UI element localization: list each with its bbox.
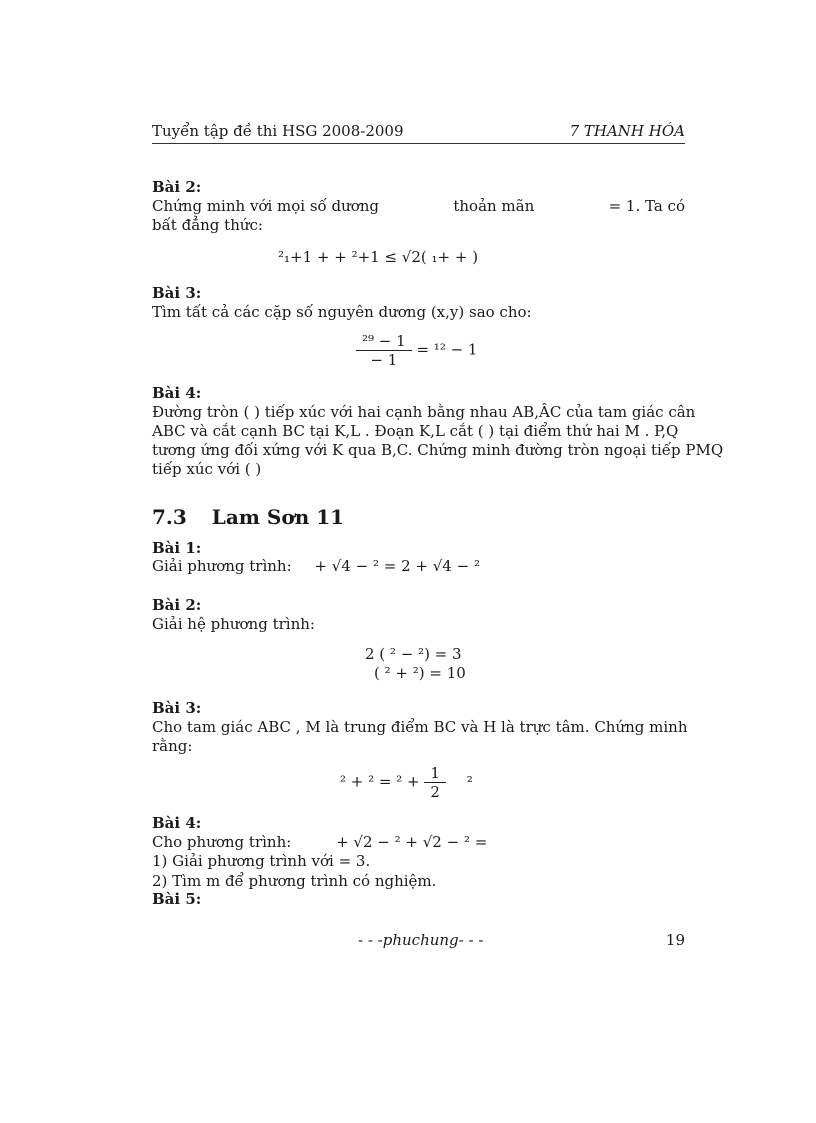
ls-problem-3-formula-right: ² xyxy=(466,772,473,791)
problem-4-line-1: Đường tròn ( ) tiếp xúc với hai cạnh bằng nhau AB,ÂC của tam giác cân xyxy=(152,403,696,421)
ls-problem-1-formula: + √4 − ² = 2 + √4 − ² xyxy=(314,557,480,575)
ls-problem-3-line-1: Cho tam giác ABC , M là trung điểm BC và H là trực tâm. Chứng minh xyxy=(152,718,688,736)
ls-problem-2-statement: Giải hệ phương trình: xyxy=(152,615,315,633)
problem-4-line-3: tương ứng đối xứng với K qua B,C. Chứng minh đường tròn ngoại tiếp PMQ xyxy=(152,441,724,459)
ls-problem-3-denominator: 2 xyxy=(430,783,440,801)
section-heading xyxy=(152,505,344,529)
ls-problem-1-text: Giải phương trình: xyxy=(152,557,292,575)
ls-problem-3-numerator: 1 xyxy=(424,764,446,783)
running-header-chapter: 7 THANH HÓA xyxy=(569,122,685,140)
ls-problem-4-formula: + √2 − ² + √2 − ² = xyxy=(336,833,488,851)
ls-problem-1-title: Bài 1: xyxy=(152,539,202,557)
problem-2-statement-line-2: bất đẳng thức: xyxy=(152,216,263,234)
problem-4-line-4: tiếp xúc với ( ) xyxy=(152,460,262,478)
ls-problem-1-statement xyxy=(152,557,480,575)
section-number: 7.3 xyxy=(152,505,187,529)
problem-3-rhs: = ¹² − 1 xyxy=(416,340,478,359)
section-title: Lam Sơn 11 xyxy=(211,505,345,529)
problem-3-statement: Tìm tất cả các cặp số nguyên dương (x,y) sao cho: xyxy=(152,303,532,321)
ls-problem-4-item-2: 2) Tìm m để phương trình có nghiệm. xyxy=(152,872,437,890)
header-divider xyxy=(152,143,685,144)
ls-problem-4-statement xyxy=(152,833,487,851)
footer-author: - - -phuchung- - - xyxy=(358,931,484,949)
problem-2-formula: ²₁+1 + + ²+1 ≤ √2( ₁+ + ) xyxy=(278,248,479,266)
problem-2-text-b: thoản mãn xyxy=(453,197,535,215)
ls-problem-4-text: Cho phương trình: xyxy=(152,833,292,851)
problem-4-line-2: ABC và cắt cạnh BC tại K,L . Đoạn K,L cắt ( ) tại điểm thứ hai M . P,Q xyxy=(152,422,679,440)
ls-problem-3-formula xyxy=(340,764,473,801)
problem-4-title: Bài 4: xyxy=(152,384,202,402)
ls-problem-2-equation-1: 2 ( ² − ²) = 3 xyxy=(365,645,462,663)
page-number: 19 xyxy=(665,931,685,949)
problem-3-fraction xyxy=(356,332,412,369)
problem-3-title: Bài 3: xyxy=(152,284,202,302)
ls-problem-4-title: Bài 4: xyxy=(152,814,202,832)
problem-3-denominator: − 1 xyxy=(370,351,398,369)
ls-problem-5-title: Bài 5: xyxy=(152,890,202,908)
running-header-title: Tuyển tập đề thi HSG 2008-2009 xyxy=(152,122,404,140)
ls-problem-3-title: Bài 3: xyxy=(152,699,202,717)
ls-problem-3-fraction xyxy=(424,764,446,801)
ls-problem-3-formula-left: ² + ² = ² + xyxy=(340,772,420,791)
problem-2-text-a: Chứng minh với mọi số dương xyxy=(152,197,380,215)
problem-3-numerator: ²⁹ − 1 xyxy=(356,332,412,351)
problem-2-text-c: = 1. Ta có xyxy=(608,197,685,215)
ls-problem-2-equation-2: ( ² + ²) = 10 xyxy=(374,664,466,682)
ls-problem-3-line-2: rằng: xyxy=(152,737,193,755)
ls-problem-2-title: Bài 2: xyxy=(152,596,202,614)
problem-2-title: Bài 2: xyxy=(152,178,202,196)
problem-3-formula xyxy=(356,332,477,369)
problem-2-statement-line-1 xyxy=(152,197,685,215)
ls-problem-4-item-1: 1) Giải phương trình với = 3. xyxy=(152,852,371,870)
